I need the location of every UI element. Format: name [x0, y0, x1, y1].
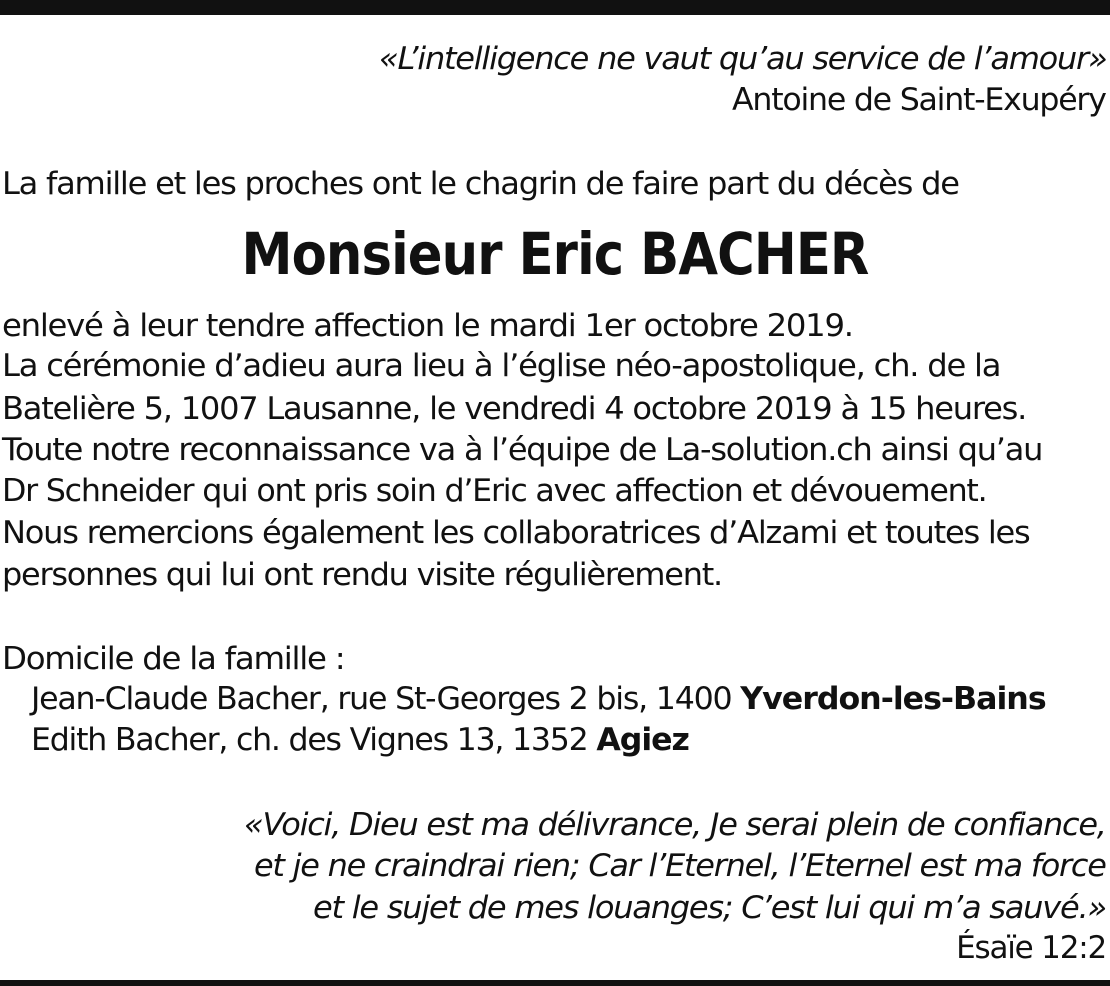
epigraph-author: Antoine de Saint-Exupéry [732, 82, 1106, 118]
body-line: Nous remercions également les collaboratrices d’Alzami et toutes les [2, 515, 1030, 551]
epigraph-quote: «L’intelligence ne vaut qu’au service de l’amour» [378, 41, 1106, 77]
deceased-name: Monsieur Eric BACHER [241, 220, 869, 288]
domicile-city: Agiez [596, 722, 689, 758]
domicile-city: Yverdon-les-Bains [740, 681, 1046, 717]
body-line: personnes qui lui ont rendu visite régulièrement. [2, 557, 722, 593]
body-line: Toute notre reconnaissance va à l’équipe de La-solution.ch ainsi qu’au [2, 432, 1043, 468]
body-line: enlevé à leur tendre affection le mardi 1er octobre 2019. [2, 308, 853, 344]
verse-line: «Voici, Dieu est ma délivrance, Je serai plein de confiance, [244, 807, 1106, 843]
domicile-address: Jean-Claude Bacher, rue St-Georges 2 bis, 1400 [31, 681, 741, 717]
domicile-entry [31, 680, 1046, 718]
domicile-address: Edith Bacher, ch. des Vignes 13, 1352 [31, 722, 597, 758]
verse-line: et je ne craindrai rien; Car l’Eternel, l’Eternel est ma force [254, 848, 1106, 884]
body-line: La cérémonie d’adieu aura lieu à l’église néo-apostolique, ch. de la [2, 348, 1001, 384]
domicile-label: Domicile de la famille : [2, 641, 345, 677]
top-border-rule [0, 0, 1110, 15]
body-line: Dr Schneider qui ont pris soin d’Eric avec affection et dévouement. [2, 473, 987, 509]
bottom-border-rule [0, 980, 1110, 986]
domicile-entry [31, 721, 689, 759]
body-line: Batelière 5, 1007 Lausanne, le vendredi 4 octobre 2019 à 15 heures. [2, 391, 1027, 427]
verse-line: et le sujet de mes louanges; C’est lui qui m’a sauvé.» [313, 890, 1106, 926]
verse-reference: Ésaïe 12:2 [956, 930, 1106, 966]
announcement-intro: La famille et les proches ont le chagrin de faire part du décès de [2, 166, 959, 202]
